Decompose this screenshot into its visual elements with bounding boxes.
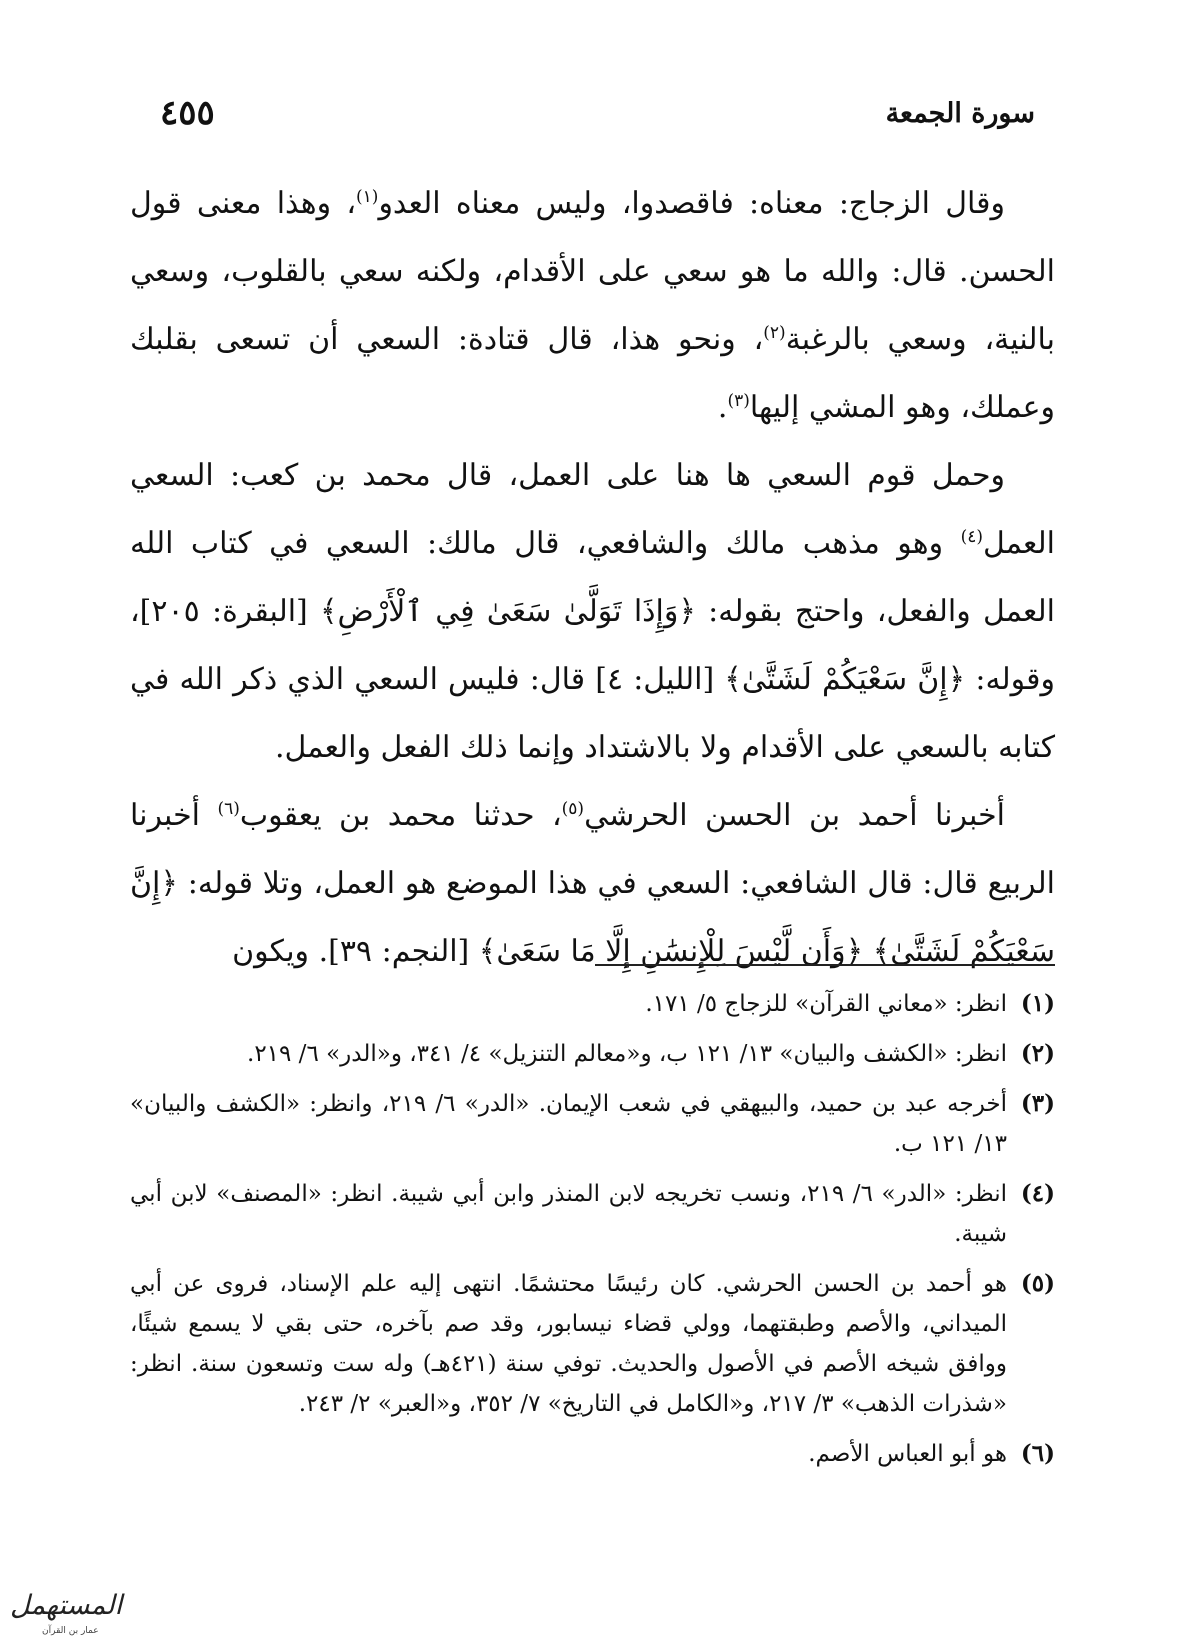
footnote-text: هو أبو العباس الأصم.	[808, 1441, 1007, 1467]
text-segment: أخبرنا أحمد بن الحسن الحرشي	[584, 798, 1005, 833]
text-segment: وهو مذهب مالك والشافعي، قال مالك: السعي في كتاب الله العمل والفعل، واحتج بقوله: ﴿وَإِذَا تَوَلَّىٰ سَعَىٰ فِي ٱلْأَرْضِ﴾ [البقرة: ٢٠٥]، وقوله: ﴿إِنَّ سَعْيَكُمْ لَشَتَّىٰ﴾ [الليل: ٤] قال: فليس السعي الذي ذكر الله في كتابه بالسعي على الأقدام ولا بالاشتداد وإنما ذلك الفعل والعمل.	[130, 526, 1055, 765]
footnote	[130, 1174, 1055, 1254]
footnote-text: هو أحمد بن الحسن الحرشي. كان رئيسًا محتشمًا. انتهى إليه علم الإسناد، فروى عن أبي الميداني، والأصم وطبقتهما، وولي قضاء نيسابور، وقد صم بآخره، حتى بقي لا يسمع شيئًا، ووافق شيخه الأصم في الأصول والحديث. توفي سنة (٤٢١هـ) وله ست وتسعون سنة. انظر: «شذرات الذهب» ٣/ ٢١٧، و«الكامل في التاريخ» ٧/ ٣٥٢، و«العبر» ٢/ ٢٤٣.	[130, 1271, 1008, 1417]
footnote	[130, 1084, 1055, 1164]
logo-text: المستهمل	[10, 1590, 123, 1621]
footnote	[130, 984, 1055, 1024]
paragraph	[130, 442, 1055, 782]
text-segment: .	[717, 390, 728, 425]
footnote-number: (١)	[1020, 990, 1055, 1017]
footnote-ref: (١)	[356, 187, 379, 207]
footnote-number: (٣)	[1020, 1090, 1055, 1117]
footnote-number: (٢)	[1020, 1040, 1055, 1067]
footnote-ref: (٦)	[217, 799, 240, 819]
text-segment: ، ونحو هذا، قال قتادة: السعي أن تسعى بقلبك وعملك، وهو المشي إليها	[130, 322, 1055, 425]
text-segment: أخبرنا الربيع قال: قال الشافعي: السعي في هذا الموضع هو العمل، وتلا قوله: ﴿إِنَّ سَعْيَكُمْ لَشَتَّىٰ﴾ ﴿وَأَن لَّيْسَ لِلْإِنسَٰنِ إِلَّا مَا سَعَىٰ﴾ [النجم: ٣٩]. ويكون	[130, 798, 1055, 969]
text-segment: ، حدثنا محمد بن يعقوب	[239, 798, 562, 833]
footnote-text: انظر: «الكشف والبيان» ١٣/ ١٢١ ب، و«معالم التنزيل» ٤/ ٣٤١، و«الدر» ٦/ ٢١٩.	[247, 1041, 1007, 1067]
footnote-text: أخرجه عبد بن حميد، والبيهقي في شعب الإيمان. «الدر» ٦/ ٢١٩، وانظر: «الكشف والبيان» ١٣/ ١٢١ ب.	[130, 1091, 1007, 1157]
paragraph	[130, 170, 1055, 442]
text-segment: وقال الزجاج: معناه: فاقصدوا، وليس معناه العدو	[378, 186, 1005, 221]
footnote-text: انظر: «الدر» ٦/ ٢١٩، ونسب تخريجه لابن المنذر وابن أبي شيبة. انظر: «المصنف» لابن أبي شيبة.	[130, 1181, 1007, 1247]
logo-subtext: عمار بن القرآن	[42, 1626, 99, 1636]
footnote-ref: (٤)	[960, 527, 983, 547]
footnote	[130, 1434, 1055, 1474]
footnote-ref: (٣)	[727, 391, 750, 411]
page-number: ٤٥٥	[160, 93, 215, 133]
footnote-ref: (٥)	[561, 799, 585, 819]
footnote-number: (٥)	[1020, 1270, 1055, 1297]
page-header	[160, 88, 1035, 138]
publisher-logo	[10, 1590, 130, 1640]
footnotes	[130, 984, 1055, 1484]
paragraph	[130, 782, 1055, 986]
footnote	[130, 1034, 1055, 1074]
footnote-text: انظر: «معاني القرآن» للزجاج ٥/ ١٧١.	[645, 991, 1007, 1017]
footnote-number: (٦)	[1020, 1440, 1055, 1467]
main-text	[130, 170, 1055, 986]
footnote-number: (٤)	[1020, 1180, 1055, 1207]
text-segment: وحمل قوم السعي ها هنا على العمل، قال محمد بن كعب: السعي العمل	[130, 458, 1055, 561]
footnote-ref: (٢)	[763, 323, 786, 343]
footnote-separator	[595, 964, 1055, 966]
footnote	[130, 1264, 1055, 1424]
surah-title: سورة الجمعة	[885, 97, 1035, 129]
text-segment: ، وهذا معنى قول الحسن. قال: والله ما هو سعي على الأقدام، ولكنه سعي بالقلوب، وسعي بالنية، وسعي بالرغبة	[130, 186, 1056, 357]
